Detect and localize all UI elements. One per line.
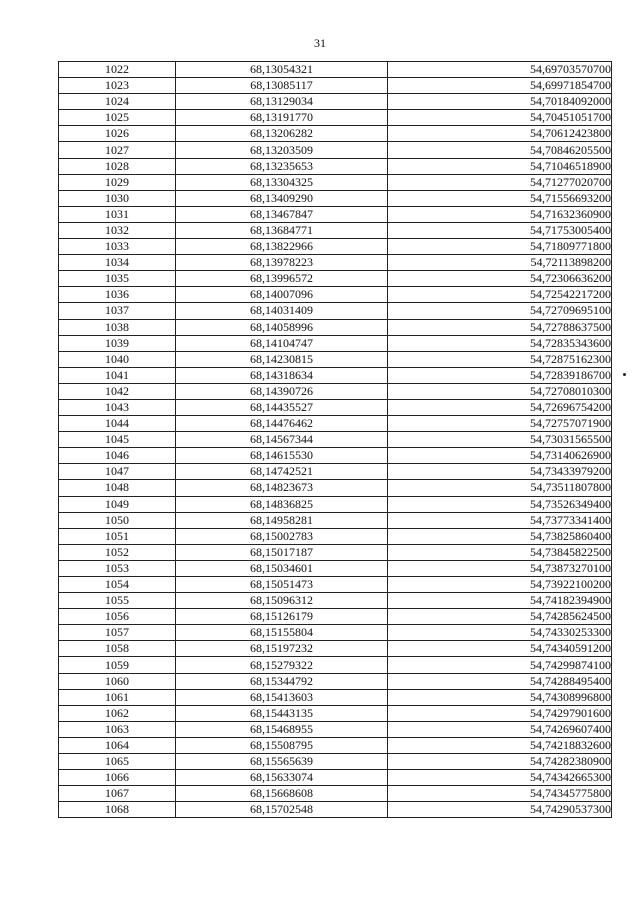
- table-row: [59, 206, 612, 222]
- table-row: [59, 303, 612, 319]
- table-row: [59, 625, 612, 641]
- table-row: [59, 142, 612, 158]
- point-number-cell: 1055: [59, 593, 176, 609]
- y-coordinate-cell: 54,73873270100: [388, 560, 612, 576]
- point-number-cell: 1050: [59, 512, 176, 528]
- x-coordinate-cell: 68,13684771: [176, 222, 388, 238]
- point-number-cell: 1043: [59, 399, 176, 415]
- y-coordinate-cell: 54,72757071900: [388, 416, 612, 432]
- x-coordinate-cell: 68,15197232: [176, 641, 388, 657]
- point-number-cell: 1036: [59, 287, 176, 303]
- table-row: [59, 399, 612, 415]
- point-number-cell: 1051: [59, 528, 176, 544]
- y-coordinate-cell: 54,74288495400: [388, 673, 612, 689]
- point-number-cell: 1065: [59, 754, 176, 770]
- table-row: [59, 319, 612, 335]
- x-coordinate-cell: 68,14742521: [176, 464, 388, 480]
- point-number-cell: 1067: [59, 786, 176, 802]
- y-coordinate-cell: 54,74342665300: [388, 770, 612, 786]
- x-coordinate-cell: 68,13822966: [176, 239, 388, 255]
- x-coordinate-cell: 68,15344792: [176, 673, 388, 689]
- scan-speck: [623, 373, 626, 376]
- y-coordinate-cell: 54,71556693200: [388, 190, 612, 206]
- point-number-cell: 1045: [59, 432, 176, 448]
- x-coordinate-cell: 68,14230815: [176, 351, 388, 367]
- y-coordinate-cell: 54,73845822500: [388, 544, 612, 560]
- y-coordinate-cell: 54,72542217200: [388, 287, 612, 303]
- table-row: [59, 94, 612, 110]
- point-number-cell: 1047: [59, 464, 176, 480]
- y-coordinate-cell: 54,69703570700: [388, 62, 612, 78]
- table-row: [59, 689, 612, 705]
- x-coordinate-cell: 68,15034601: [176, 560, 388, 576]
- y-coordinate-cell: 54,74299874100: [388, 657, 612, 673]
- point-number-cell: 1023: [59, 78, 176, 94]
- point-number-cell: 1053: [59, 560, 176, 576]
- point-number-cell: 1060: [59, 673, 176, 689]
- x-coordinate-cell: 68,15565639: [176, 754, 388, 770]
- table-row: [59, 432, 612, 448]
- x-coordinate-cell: 68,14615530: [176, 448, 388, 464]
- table-row: [59, 416, 612, 432]
- y-coordinate-cell: 54,74285624500: [388, 609, 612, 625]
- table-row: [59, 609, 612, 625]
- point-number-cell: 1054: [59, 577, 176, 593]
- x-coordinate-cell: 68,15096312: [176, 593, 388, 609]
- x-coordinate-cell: 68,15126179: [176, 609, 388, 625]
- point-number-cell: 1040: [59, 351, 176, 367]
- x-coordinate-cell: 68,14958281: [176, 512, 388, 528]
- point-number-cell: 1058: [59, 641, 176, 657]
- point-number-cell: 1056: [59, 609, 176, 625]
- table-row: [59, 802, 612, 818]
- table-row: [59, 657, 612, 673]
- x-coordinate-cell: 68,13129034: [176, 94, 388, 110]
- x-coordinate-cell: 68,15155804: [176, 625, 388, 641]
- x-coordinate-cell: 68,13206282: [176, 126, 388, 142]
- y-coordinate-cell: 54,69971854700: [388, 78, 612, 94]
- point-number-cell: 1042: [59, 383, 176, 399]
- point-number-cell: 1030: [59, 190, 176, 206]
- y-coordinate-cell: 54,73922100200: [388, 577, 612, 593]
- page-number: 31: [314, 36, 326, 50]
- x-coordinate-cell: 68,14031409: [176, 303, 388, 319]
- x-coordinate-cell: 68,13191770: [176, 110, 388, 126]
- x-coordinate-cell: 68,14567344: [176, 432, 388, 448]
- x-coordinate-cell: 68,15668608: [176, 786, 388, 802]
- point-number-cell: 1059: [59, 657, 176, 673]
- point-number-cell: 1068: [59, 802, 176, 818]
- x-coordinate-cell: 68,14476462: [176, 416, 388, 432]
- table-row: [59, 351, 612, 367]
- table-row: [59, 464, 612, 480]
- table-row: [59, 335, 612, 351]
- x-coordinate-cell: 68,15002783: [176, 528, 388, 544]
- y-coordinate-cell: 54,72306636200: [388, 271, 612, 287]
- point-number-cell: 1066: [59, 770, 176, 786]
- y-coordinate-cell: 54,73140626900: [388, 448, 612, 464]
- x-coordinate-cell: 68,15633074: [176, 770, 388, 786]
- point-number-cell: 1039: [59, 335, 176, 351]
- y-coordinate-cell: 54,70846205500: [388, 142, 612, 158]
- table-row: [59, 255, 612, 271]
- x-coordinate-cell: 68,15508795: [176, 737, 388, 753]
- y-coordinate-cell: 54,74218832600: [388, 737, 612, 753]
- point-number-cell: 1026: [59, 126, 176, 142]
- y-coordinate-cell: 54,72696754200: [388, 399, 612, 415]
- y-coordinate-cell: 54,71809771800: [388, 239, 612, 255]
- x-coordinate-cell: 68,13996572: [176, 271, 388, 287]
- table-row: [59, 367, 612, 383]
- point-number-cell: 1044: [59, 416, 176, 432]
- x-coordinate-cell: 68,13085117: [176, 78, 388, 94]
- y-coordinate-cell: 54,74340591200: [388, 641, 612, 657]
- x-coordinate-cell: 68,13235653: [176, 158, 388, 174]
- table-row: [59, 174, 612, 190]
- coordinates-table: [58, 61, 612, 818]
- table-row: [59, 786, 612, 802]
- x-coordinate-cell: 68,14058996: [176, 319, 388, 335]
- y-coordinate-cell: 54,70451051700: [388, 110, 612, 126]
- table-row: [59, 448, 612, 464]
- table-row: [59, 593, 612, 609]
- point-number-cell: 1064: [59, 737, 176, 753]
- y-coordinate-cell: 54,74182394900: [388, 593, 612, 609]
- x-coordinate-cell: 68,15279322: [176, 657, 388, 673]
- table-row: [59, 126, 612, 142]
- y-coordinate-cell: 54,74297901600: [388, 705, 612, 721]
- table-row: [59, 158, 612, 174]
- table-row: [59, 110, 612, 126]
- x-coordinate-cell: 68,13054321: [176, 62, 388, 78]
- x-coordinate-cell: 68,13304325: [176, 174, 388, 190]
- point-number-cell: 1037: [59, 303, 176, 319]
- point-number-cell: 1049: [59, 496, 176, 512]
- y-coordinate-cell: 54,70184092000: [388, 94, 612, 110]
- table-row: [59, 78, 612, 94]
- point-number-cell: 1022: [59, 62, 176, 78]
- x-coordinate-cell: 68,13409290: [176, 190, 388, 206]
- table-row: [59, 62, 612, 78]
- table-row: [59, 528, 612, 544]
- table-row: [59, 577, 612, 593]
- table-row: [59, 496, 612, 512]
- point-number-cell: 1027: [59, 142, 176, 158]
- table-row: [59, 222, 612, 238]
- table-row: [59, 287, 612, 303]
- y-coordinate-cell: 54,73433979200: [388, 464, 612, 480]
- y-coordinate-cell: 54,72835343600: [388, 335, 612, 351]
- point-number-cell: 1061: [59, 689, 176, 705]
- x-coordinate-cell: 68,14318634: [176, 367, 388, 383]
- point-number-cell: 1033: [59, 239, 176, 255]
- y-coordinate-cell: 54,73773341400: [388, 512, 612, 528]
- x-coordinate-cell: 68,14390726: [176, 383, 388, 399]
- x-coordinate-cell: 68,13203509: [176, 142, 388, 158]
- point-number-cell: 1052: [59, 544, 176, 560]
- y-coordinate-cell: 54,74345775800: [388, 786, 612, 802]
- y-coordinate-cell: 54,73511807800: [388, 480, 612, 496]
- y-coordinate-cell: 54,72113898200: [388, 255, 612, 271]
- x-coordinate-cell: 68,13467847: [176, 206, 388, 222]
- y-coordinate-cell: 54,71753005400: [388, 222, 612, 238]
- table-row: [59, 480, 612, 496]
- y-coordinate-cell: 54,72839186700: [388, 367, 612, 383]
- x-coordinate-cell: 68,15413603: [176, 689, 388, 705]
- y-coordinate-cell: 54,71046518900: [388, 158, 612, 174]
- point-number-cell: 1024: [59, 94, 176, 110]
- point-number-cell: 1038: [59, 319, 176, 335]
- x-coordinate-cell: 68,15702548: [176, 802, 388, 818]
- point-number-cell: 1034: [59, 255, 176, 271]
- y-coordinate-cell: 54,74290537300: [388, 802, 612, 818]
- x-coordinate-cell: 68,14823673: [176, 480, 388, 496]
- point-number-cell: 1041: [59, 367, 176, 383]
- table-row: [59, 721, 612, 737]
- point-number-cell: 1048: [59, 480, 176, 496]
- table-row: [59, 271, 612, 287]
- table-row: [59, 705, 612, 721]
- coordinates-table-body: [59, 62, 612, 818]
- point-number-cell: 1062: [59, 705, 176, 721]
- y-coordinate-cell: 54,73031565500: [388, 432, 612, 448]
- y-coordinate-cell: 54,72708010300: [388, 383, 612, 399]
- y-coordinate-cell: 54,73526349400: [388, 496, 612, 512]
- x-coordinate-cell: 68,14104747: [176, 335, 388, 351]
- x-coordinate-cell: 68,15443135: [176, 705, 388, 721]
- table-row: [59, 754, 612, 770]
- y-coordinate-cell: 54,74282380900: [388, 754, 612, 770]
- y-coordinate-cell: 54,72788637500: [388, 319, 612, 335]
- point-number-cell: 1032: [59, 222, 176, 238]
- point-number-cell: 1057: [59, 625, 176, 641]
- point-number-cell: 1035: [59, 271, 176, 287]
- y-coordinate-cell: 54,70612423800: [388, 126, 612, 142]
- point-number-cell: 1025: [59, 110, 176, 126]
- table-row: [59, 560, 612, 576]
- table-row: [59, 737, 612, 753]
- table-row: [59, 512, 612, 528]
- point-number-cell: 1028: [59, 158, 176, 174]
- x-coordinate-cell: 68,14836825: [176, 496, 388, 512]
- y-coordinate-cell: 54,73825860400: [388, 528, 612, 544]
- point-number-cell: 1063: [59, 721, 176, 737]
- table-row: [59, 383, 612, 399]
- x-coordinate-cell: 68,15468955: [176, 721, 388, 737]
- x-coordinate-cell: 68,14435527: [176, 399, 388, 415]
- y-coordinate-cell: 54,72709695100: [388, 303, 612, 319]
- table-row: [59, 770, 612, 786]
- x-coordinate-cell: 68,15051473: [176, 577, 388, 593]
- point-number-cell: 1031: [59, 206, 176, 222]
- point-number-cell: 1029: [59, 174, 176, 190]
- x-coordinate-cell: 68,14007096: [176, 287, 388, 303]
- y-coordinate-cell: 54,72875162300: [388, 351, 612, 367]
- y-coordinate-cell: 54,74308996800: [388, 689, 612, 705]
- y-coordinate-cell: 54,74269607400: [388, 721, 612, 737]
- y-coordinate-cell: 54,74330253300: [388, 625, 612, 641]
- table-row: [59, 641, 612, 657]
- table-row: [59, 673, 612, 689]
- table-row: [59, 190, 612, 206]
- y-coordinate-cell: 54,71277020700: [388, 174, 612, 190]
- point-number-cell: 1046: [59, 448, 176, 464]
- table-row: [59, 239, 612, 255]
- table-row: [59, 544, 612, 560]
- x-coordinate-cell: 68,15017187: [176, 544, 388, 560]
- x-coordinate-cell: 68,13978223: [176, 255, 388, 271]
- y-coordinate-cell: 54,71632360900: [388, 206, 612, 222]
